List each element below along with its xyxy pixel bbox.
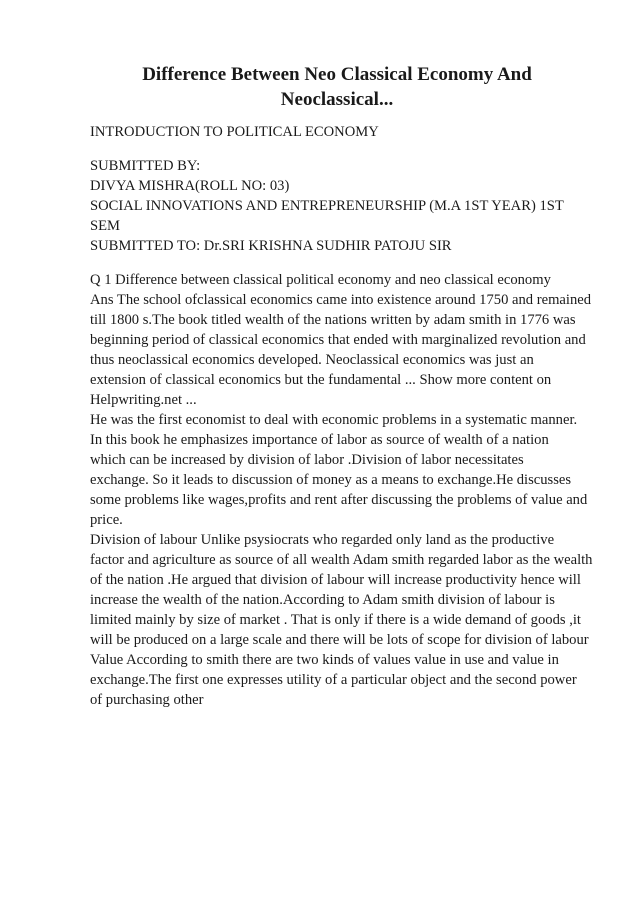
title-line-2: Neoclassical... xyxy=(280,89,394,110)
body-line: Division of labour Unlike psysiocrats who regarded only land as the productive xyxy=(90,532,555,548)
body-line: which can be increased by division of labor .Division of labor necessitates xyxy=(90,452,524,468)
course-line: INTRODUCTION TO POLITICAL ECONOMY xyxy=(90,124,379,140)
body-line: some problems like wages,profits and rent after discussing the problems of value and xyxy=(90,492,588,508)
body-line: He was the first economist to deal with economic problems in a systematic manner. xyxy=(90,412,578,428)
submitted-to-line: SUBMITTED TO: Dr.SRI KRISHNA SUDHIR PATOJU SIR xyxy=(90,238,452,254)
document-title xyxy=(90,62,594,112)
program-line: SOCIAL INNOVATIONS AND ENTREPRENEURSHIP (M.A 1ST YEAR) 1ST xyxy=(90,198,564,214)
body-line: beginning period of classical economics that ended with marginalized revolution and xyxy=(90,332,586,348)
body-line: will be produced on a large scale and there will be lots of scope for division of labour xyxy=(90,632,589,648)
body-line: factor and agriculture as source of all wealth Adam smith regarded labor as the wealth xyxy=(90,552,593,568)
body-line: In this book he emphasizes importance of labor as source of wealth of a nation xyxy=(90,432,549,448)
body-line: till 1800 s.The book titled wealth of the nations written by adam smith in 1776 was xyxy=(90,312,576,328)
body-line: extension of classical economics but the fundamental ... Show more content on xyxy=(90,372,552,388)
submission-block xyxy=(90,156,594,256)
body-line: thus neoclassical economics developed. Neoclassical economics was just an xyxy=(90,352,534,368)
submitted-by-label: SUBMITTED BY: xyxy=(90,158,201,174)
semester-line: SEM xyxy=(90,218,121,234)
body-line: Value According to smith there are two kinds of values value in use and value in xyxy=(90,652,559,668)
body-line: price. xyxy=(90,512,123,528)
body-line: of the nation .He argued that division of labour will increase productivity hence will xyxy=(90,572,581,588)
course-name xyxy=(90,122,594,142)
body-line: exchange. So it leads to discussion of money as a means to exchange.He discusses xyxy=(90,472,572,488)
student-name: DIVYA MISHRA(ROLL NO: 03) xyxy=(90,178,290,194)
essay-body xyxy=(90,270,594,710)
body-line: Q 1 Difference between classical political economy and neo classical economy xyxy=(90,272,551,288)
body-line: of purchasing other xyxy=(90,692,204,708)
body-line: limited mainly by size of market . That is only if there is a wide demand of goods ,it xyxy=(90,612,581,628)
body-line: Helpwriting.net ... xyxy=(90,392,197,408)
title-line-1: Difference Between Neo Classical Economy And xyxy=(142,64,532,85)
body-line: Ans The school ofclassical economics came into existence around 1750 and remained xyxy=(90,292,592,308)
body-line: exchange.The first one expresses utility of a particular object and the second power xyxy=(90,672,577,688)
body-line: increase the wealth of the nation.According to Adam smith division of labour is xyxy=(90,592,555,608)
